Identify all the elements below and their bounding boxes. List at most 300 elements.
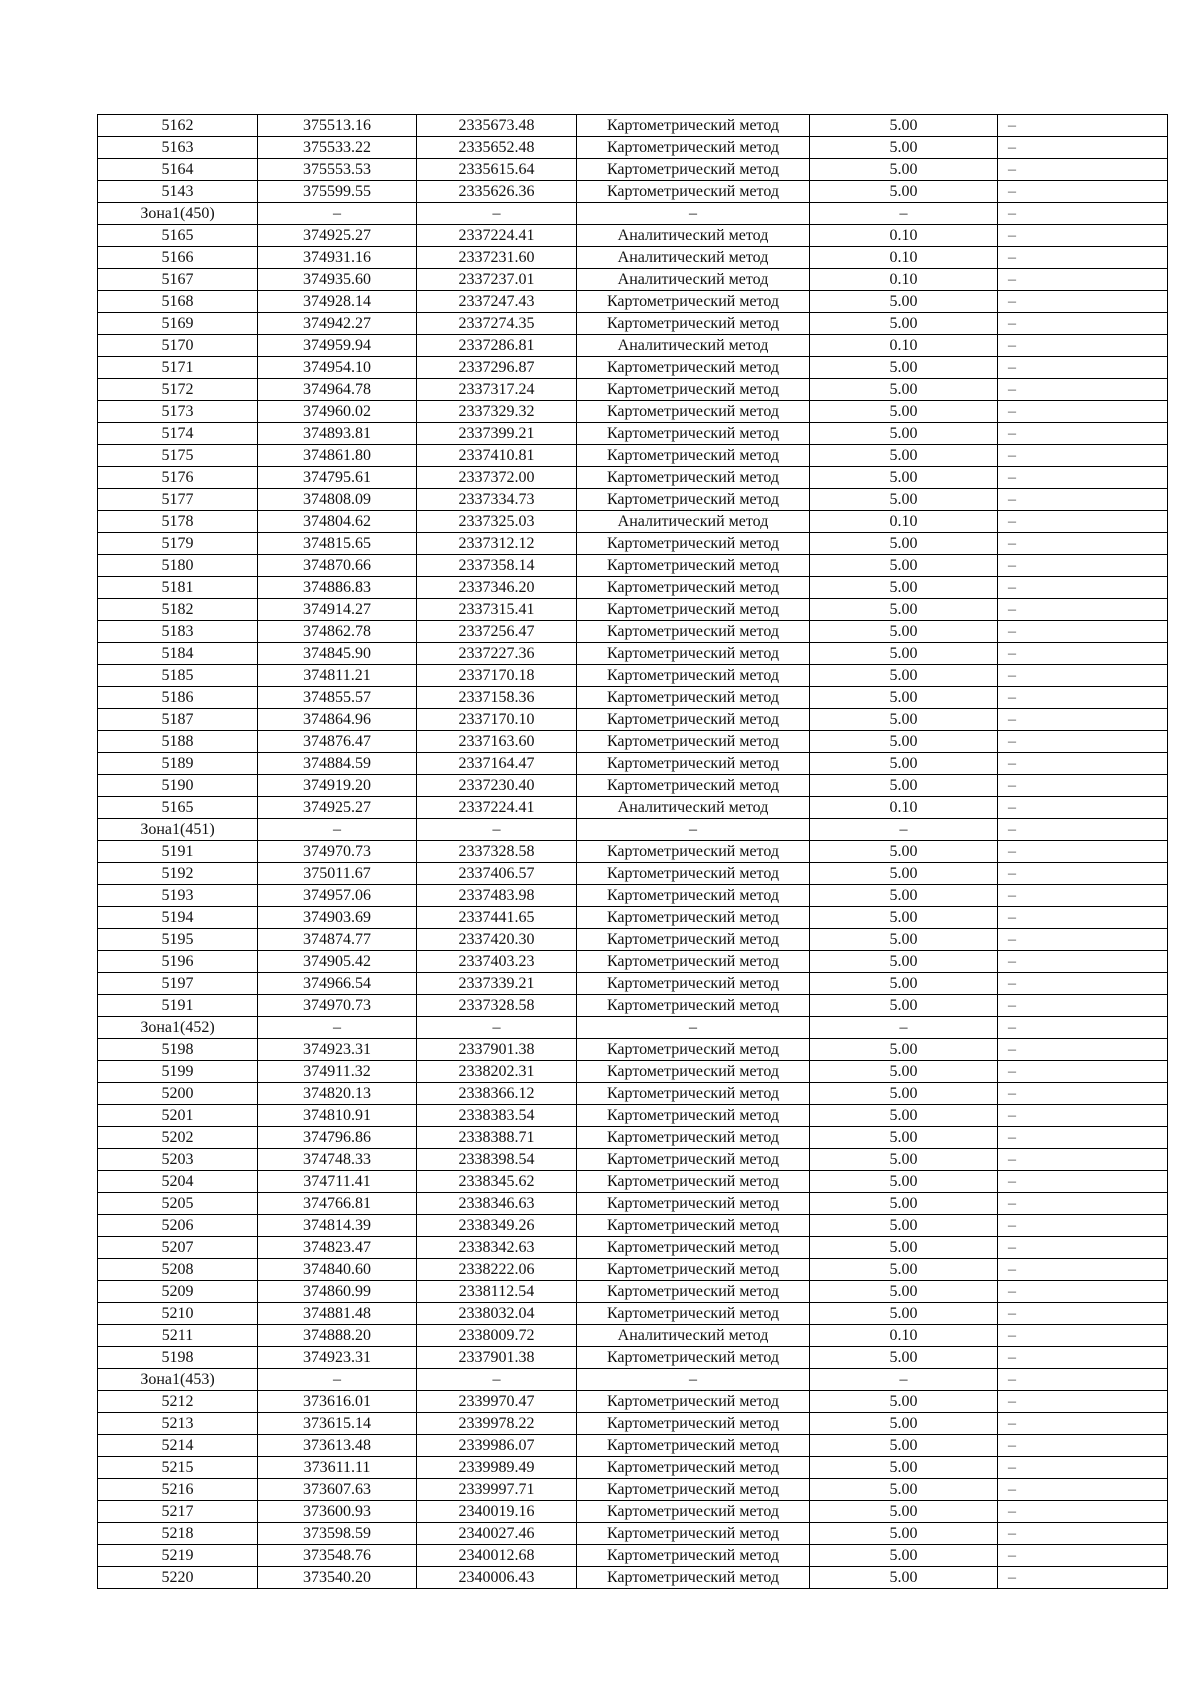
precision-cell: 5.00	[810, 1457, 998, 1479]
point-number-cell: 5218	[98, 1523, 258, 1545]
precision-cell: 0.10	[810, 335, 998, 357]
note-cell: –	[998, 731, 1168, 753]
point-number-cell: 5185	[98, 665, 258, 687]
precision-cell: 5.00	[810, 951, 998, 973]
method-cell: Картометрический метод	[577, 1501, 810, 1523]
y-coordinate-cell: –	[417, 1369, 577, 1391]
note-cell: –	[998, 533, 1168, 555]
table-row	[98, 1435, 1168, 1457]
y-coordinate-cell: 2338032.04	[417, 1303, 577, 1325]
y-coordinate-cell: 2335673.48	[417, 115, 577, 137]
note-cell: –	[998, 907, 1168, 929]
method-cell: Картометрический метод	[577, 489, 810, 511]
y-coordinate-cell: 2337164.47	[417, 753, 577, 775]
point-number-cell: 5143	[98, 181, 258, 203]
table-row	[98, 1567, 1168, 1589]
table-row	[98, 181, 1168, 203]
x-coordinate-cell: 374814.39	[258, 1215, 417, 1237]
point-number-cell: 5173	[98, 401, 258, 423]
note-cell: –	[998, 1237, 1168, 1259]
y-coordinate-cell: 2337901.38	[417, 1039, 577, 1061]
table-row	[98, 929, 1168, 951]
point-number-cell: 5183	[98, 621, 258, 643]
precision-cell: 5.00	[810, 1083, 998, 1105]
point-number-cell: 5201	[98, 1105, 258, 1127]
precision-cell: 0.10	[810, 797, 998, 819]
x-coordinate-cell: 374911.32	[258, 1061, 417, 1083]
table-row	[98, 1347, 1168, 1369]
y-coordinate-cell: 2337256.47	[417, 621, 577, 643]
table-row	[98, 313, 1168, 335]
note-cell: –	[998, 335, 1168, 357]
point-number-cell: 5168	[98, 291, 258, 313]
point-number-cell: 5202	[98, 1127, 258, 1149]
point-number-cell: 5191	[98, 995, 258, 1017]
note-cell: –	[998, 511, 1168, 533]
precision-cell: 5.00	[810, 709, 998, 731]
table-row	[98, 335, 1168, 357]
table-row	[98, 1083, 1168, 1105]
table-row	[98, 1479, 1168, 1501]
point-number-cell: 5197	[98, 973, 258, 995]
method-cell: Картометрический метод	[577, 775, 810, 797]
y-coordinate-cell: 2339997.71	[417, 1479, 577, 1501]
note-cell: –	[998, 1083, 1168, 1105]
precision-cell: 5.00	[810, 1347, 998, 1369]
table-row	[98, 1149, 1168, 1171]
point-number-cell: 5194	[98, 907, 258, 929]
x-coordinate-cell: 374823.47	[258, 1237, 417, 1259]
x-coordinate-cell: 374855.57	[258, 687, 417, 709]
precision-cell: 5.00	[810, 929, 998, 951]
table-row	[98, 533, 1168, 555]
x-coordinate-cell: 374914.27	[258, 599, 417, 621]
precision-cell: –	[810, 1017, 998, 1039]
table-row	[98, 1391, 1168, 1413]
table-body	[98, 115, 1168, 1589]
note-cell: –	[998, 753, 1168, 775]
method-cell: Картометрический метод	[577, 1457, 810, 1479]
precision-cell: 5.00	[810, 1567, 998, 1589]
method-cell: Картометрический метод	[577, 1171, 810, 1193]
zone-label-cell: Зона1(453)	[98, 1369, 258, 1391]
x-coordinate-cell: 374811.21	[258, 665, 417, 687]
method-cell: Картометрический метод	[577, 841, 810, 863]
method-cell: –	[577, 1369, 810, 1391]
y-coordinate-cell: 2337170.10	[417, 709, 577, 731]
x-coordinate-cell: 373616.01	[258, 1391, 417, 1413]
precision-cell: 0.10	[810, 1325, 998, 1347]
method-cell: Картометрический метод	[577, 1391, 810, 1413]
note-cell: –	[998, 1567, 1168, 1589]
table-row	[98, 731, 1168, 753]
y-coordinate-cell: –	[417, 203, 577, 225]
point-number-cell: 5214	[98, 1435, 258, 1457]
method-cell: Картометрический метод	[577, 1105, 810, 1127]
point-number-cell: 5216	[98, 1479, 258, 1501]
point-number-cell: 5182	[98, 599, 258, 621]
precision-cell: 5.00	[810, 489, 998, 511]
note-cell: –	[998, 137, 1168, 159]
x-coordinate-cell: 374796.86	[258, 1127, 417, 1149]
x-coordinate-cell: 374957.06	[258, 885, 417, 907]
method-cell: Картометрический метод	[577, 599, 810, 621]
method-cell: Картометрический метод	[577, 533, 810, 555]
precision-cell: –	[810, 819, 998, 841]
point-number-cell: 5165	[98, 225, 258, 247]
y-coordinate-cell: 2337230.40	[417, 775, 577, 797]
y-coordinate-cell: 2340019.16	[417, 1501, 577, 1523]
x-coordinate-cell: 374861.80	[258, 445, 417, 467]
x-coordinate-cell: 374964.78	[258, 379, 417, 401]
table-row	[98, 401, 1168, 423]
table-row	[98, 1039, 1168, 1061]
precision-cell: 5.00	[810, 291, 998, 313]
x-coordinate-cell: 374881.48	[258, 1303, 417, 1325]
x-coordinate-cell: 374925.27	[258, 225, 417, 247]
y-coordinate-cell: 2338388.71	[417, 1127, 577, 1149]
table-row	[98, 467, 1168, 489]
table-row	[98, 973, 1168, 995]
point-number-cell: 5190	[98, 775, 258, 797]
note-cell: –	[998, 577, 1168, 599]
note-cell: –	[998, 1369, 1168, 1391]
table-row	[98, 1523, 1168, 1545]
note-cell: –	[998, 1127, 1168, 1149]
point-number-cell: 5198	[98, 1347, 258, 1369]
precision-cell: 5.00	[810, 1523, 998, 1545]
precision-cell: 5.00	[810, 1413, 998, 1435]
point-number-cell: 5178	[98, 511, 258, 533]
method-cell: Аналитический метод	[577, 247, 810, 269]
method-cell: Картометрический метод	[577, 1083, 810, 1105]
x-coordinate-cell: 375533.22	[258, 137, 417, 159]
note-cell: –	[998, 929, 1168, 951]
precision-cell: 0.10	[810, 269, 998, 291]
method-cell: Картометрический метод	[577, 1237, 810, 1259]
method-cell: Картометрический метод	[577, 951, 810, 973]
table-row	[98, 841, 1168, 863]
x-coordinate-cell: –	[258, 203, 417, 225]
note-cell: –	[998, 1259, 1168, 1281]
table-row	[98, 555, 1168, 577]
note-cell: –	[998, 643, 1168, 665]
y-coordinate-cell: 2337372.00	[417, 467, 577, 489]
x-coordinate-cell: 374935.60	[258, 269, 417, 291]
x-coordinate-cell: 374966.54	[258, 973, 417, 995]
method-cell: Картометрический метод	[577, 313, 810, 335]
y-coordinate-cell: 2338222.06	[417, 1259, 577, 1281]
zone-label-cell: Зона1(451)	[98, 819, 258, 841]
note-cell: –	[998, 687, 1168, 709]
note-cell: –	[998, 181, 1168, 203]
y-coordinate-cell: –	[417, 1017, 577, 1039]
y-coordinate-cell: 2340012.68	[417, 1545, 577, 1567]
note-cell: –	[998, 445, 1168, 467]
point-number-cell: 5210	[98, 1303, 258, 1325]
method-cell: Картометрический метод	[577, 1215, 810, 1237]
method-cell: Аналитический метод	[577, 797, 810, 819]
precision-cell: 5.00	[810, 379, 998, 401]
x-coordinate-cell: 374862.78	[258, 621, 417, 643]
note-cell: –	[998, 1171, 1168, 1193]
precision-cell: 5.00	[810, 313, 998, 335]
point-number-cell: 5181	[98, 577, 258, 599]
note-cell: –	[998, 973, 1168, 995]
y-coordinate-cell: 2337328.58	[417, 841, 577, 863]
note-cell: –	[998, 819, 1168, 841]
y-coordinate-cell: 2337227.36	[417, 643, 577, 665]
method-cell: Картометрический метод	[577, 1039, 810, 1061]
method-cell: Картометрический метод	[577, 357, 810, 379]
note-cell: –	[998, 247, 1168, 269]
note-cell: –	[998, 1039, 1168, 1061]
x-coordinate-cell: 374840.60	[258, 1259, 417, 1281]
precision-cell: 5.00	[810, 1149, 998, 1171]
point-number-cell: 5170	[98, 335, 258, 357]
point-number-cell: 5176	[98, 467, 258, 489]
point-number-cell: 5203	[98, 1149, 258, 1171]
method-cell: Аналитический метод	[577, 269, 810, 291]
table-row	[98, 1171, 1168, 1193]
point-number-cell: 5186	[98, 687, 258, 709]
precision-cell: 5.00	[810, 137, 998, 159]
y-coordinate-cell: 2338345.62	[417, 1171, 577, 1193]
precision-cell: –	[810, 1369, 998, 1391]
x-coordinate-cell: 374874.77	[258, 929, 417, 951]
method-cell: Картометрический метод	[577, 379, 810, 401]
x-coordinate-cell: 373598.59	[258, 1523, 417, 1545]
table-row	[98, 445, 1168, 467]
method-cell: Картометрический метод	[577, 1127, 810, 1149]
note-cell: –	[998, 1149, 1168, 1171]
method-cell: Картометрический метод	[577, 929, 810, 951]
table-row	[98, 137, 1168, 159]
y-coordinate-cell: 2337346.20	[417, 577, 577, 599]
precision-cell: 0.10	[810, 247, 998, 269]
point-number-cell: 5192	[98, 863, 258, 885]
method-cell: Картометрический метод	[577, 1413, 810, 1435]
point-number-cell: 5211	[98, 1325, 258, 1347]
y-coordinate-cell: 2340027.46	[417, 1523, 577, 1545]
note-cell: –	[998, 863, 1168, 885]
precision-cell: 5.00	[810, 995, 998, 1017]
zone-header-row	[98, 819, 1168, 841]
precision-cell: 5.00	[810, 973, 998, 995]
method-cell: Картометрический метод	[577, 709, 810, 731]
y-coordinate-cell: –	[417, 819, 577, 841]
y-coordinate-cell: 2337358.14	[417, 555, 577, 577]
note-cell: –	[998, 115, 1168, 137]
method-cell: Картометрический метод	[577, 907, 810, 929]
x-coordinate-cell: 374905.42	[258, 951, 417, 973]
table-row	[98, 1193, 1168, 1215]
y-coordinate-cell: 2337399.21	[417, 423, 577, 445]
note-cell: –	[998, 1325, 1168, 1347]
note-cell: –	[998, 665, 1168, 687]
point-number-cell: 5220	[98, 1567, 258, 1589]
point-number-cell: 5187	[98, 709, 258, 731]
table-row	[98, 885, 1168, 907]
x-coordinate-cell: 373607.63	[258, 1479, 417, 1501]
note-cell: –	[998, 885, 1168, 907]
x-coordinate-cell: 374860.99	[258, 1281, 417, 1303]
note-cell: –	[998, 951, 1168, 973]
y-coordinate-cell: 2338366.12	[417, 1083, 577, 1105]
x-coordinate-cell: 374845.90	[258, 643, 417, 665]
coordinates-table	[97, 114, 1168, 1589]
method-cell: Аналитический метод	[577, 225, 810, 247]
table-row	[98, 621, 1168, 643]
table-row	[98, 577, 1168, 599]
y-coordinate-cell: 2337163.60	[417, 731, 577, 753]
y-coordinate-cell: 2337334.73	[417, 489, 577, 511]
point-number-cell: 5207	[98, 1237, 258, 1259]
point-number-cell: 5193	[98, 885, 258, 907]
method-cell: Картометрический метод	[577, 137, 810, 159]
table-row	[98, 1237, 1168, 1259]
precision-cell: 5.00	[810, 1391, 998, 1413]
table-row	[98, 159, 1168, 181]
x-coordinate-cell: 374884.59	[258, 753, 417, 775]
note-cell: –	[998, 313, 1168, 335]
precision-cell: 5.00	[810, 1479, 998, 1501]
y-coordinate-cell: 2339989.49	[417, 1457, 577, 1479]
method-cell: Аналитический метод	[577, 511, 810, 533]
precision-cell: 5.00	[810, 467, 998, 489]
zone-header-row	[98, 1369, 1168, 1391]
note-cell: –	[998, 797, 1168, 819]
x-coordinate-cell: 374886.83	[258, 577, 417, 599]
table-row	[98, 643, 1168, 665]
point-number-cell: 5171	[98, 357, 258, 379]
precision-cell: 5.00	[810, 445, 998, 467]
table-row	[98, 379, 1168, 401]
method-cell: Картометрический метод	[577, 159, 810, 181]
note-cell: –	[998, 489, 1168, 511]
table-row	[98, 709, 1168, 731]
note-cell: –	[998, 995, 1168, 1017]
x-coordinate-cell: 375513.16	[258, 115, 417, 137]
point-number-cell: 5165	[98, 797, 258, 819]
note-cell: –	[998, 599, 1168, 621]
x-coordinate-cell: 374970.73	[258, 841, 417, 863]
x-coordinate-cell: 373548.76	[258, 1545, 417, 1567]
point-number-cell: 5208	[98, 1259, 258, 1281]
x-coordinate-cell: 373615.14	[258, 1413, 417, 1435]
y-coordinate-cell: 2337286.81	[417, 335, 577, 357]
y-coordinate-cell: 2338009.72	[417, 1325, 577, 1347]
y-coordinate-cell: 2338346.63	[417, 1193, 577, 1215]
table-row	[98, 1259, 1168, 1281]
note-cell: –	[998, 775, 1168, 797]
method-cell: Картометрический метод	[577, 995, 810, 1017]
table-row	[98, 423, 1168, 445]
precision-cell: 5.00	[810, 885, 998, 907]
y-coordinate-cell: 2337406.57	[417, 863, 577, 885]
point-number-cell: 5172	[98, 379, 258, 401]
precision-cell: 5.00	[810, 1215, 998, 1237]
point-number-cell: 5195	[98, 929, 258, 951]
method-cell: Картометрический метод	[577, 863, 810, 885]
table-row	[98, 489, 1168, 511]
method-cell: Картометрический метод	[577, 1347, 810, 1369]
precision-cell: 5.00	[810, 863, 998, 885]
method-cell: Картометрический метод	[577, 885, 810, 907]
y-coordinate-cell: 2337901.38	[417, 1347, 577, 1369]
table-row	[98, 1325, 1168, 1347]
note-cell: –	[998, 1061, 1168, 1083]
table-row	[98, 687, 1168, 709]
note-cell: –	[998, 1281, 1168, 1303]
y-coordinate-cell: 2339970.47	[417, 1391, 577, 1413]
method-cell: Картометрический метод	[577, 621, 810, 643]
precision-cell: 5.00	[810, 357, 998, 379]
y-coordinate-cell: 2337441.65	[417, 907, 577, 929]
method-cell: Картометрический метод	[577, 1303, 810, 1325]
y-coordinate-cell: 2338202.31	[417, 1061, 577, 1083]
table-row	[98, 511, 1168, 533]
method-cell: Картометрический метод	[577, 1523, 810, 1545]
x-coordinate-cell: 374903.69	[258, 907, 417, 929]
table-row	[98, 291, 1168, 313]
y-coordinate-cell: 2338112.54	[417, 1281, 577, 1303]
method-cell: –	[577, 819, 810, 841]
note-cell: –	[998, 379, 1168, 401]
precision-cell: 5.00	[810, 533, 998, 555]
precision-cell: 5.00	[810, 1545, 998, 1567]
y-coordinate-cell: 2335615.64	[417, 159, 577, 181]
precision-cell: 5.00	[810, 577, 998, 599]
note-cell: –	[998, 159, 1168, 181]
method-cell: Картометрический метод	[577, 1281, 810, 1303]
x-coordinate-cell: 374766.81	[258, 1193, 417, 1215]
x-coordinate-cell: –	[258, 1369, 417, 1391]
x-coordinate-cell: 374820.13	[258, 1083, 417, 1105]
table-row	[98, 1303, 1168, 1325]
note-cell: –	[998, 1017, 1168, 1039]
x-coordinate-cell: 374959.94	[258, 335, 417, 357]
y-coordinate-cell: 2338349.26	[417, 1215, 577, 1237]
note-cell: –	[998, 291, 1168, 313]
method-cell: Картометрический метод	[577, 1259, 810, 1281]
y-coordinate-cell: 2337158.36	[417, 687, 577, 709]
precision-cell: 5.00	[810, 1259, 998, 1281]
note-cell: –	[998, 1105, 1168, 1127]
y-coordinate-cell: 2337403.23	[417, 951, 577, 973]
x-coordinate-cell: 374815.65	[258, 533, 417, 555]
y-coordinate-cell: 2337170.18	[417, 665, 577, 687]
y-coordinate-cell: 2335652.48	[417, 137, 577, 159]
point-number-cell: 5179	[98, 533, 258, 555]
method-cell: –	[577, 203, 810, 225]
x-coordinate-cell: 374923.31	[258, 1039, 417, 1061]
precision-cell: 5.00	[810, 115, 998, 137]
precision-cell: 0.10	[810, 225, 998, 247]
precision-cell: 5.00	[810, 1435, 998, 1457]
table-row	[98, 225, 1168, 247]
x-coordinate-cell: 375599.55	[258, 181, 417, 203]
point-number-cell: 5163	[98, 137, 258, 159]
table-row	[98, 797, 1168, 819]
y-coordinate-cell: 2339986.07	[417, 1435, 577, 1457]
precision-cell: 5.00	[810, 1105, 998, 1127]
point-number-cell: 5169	[98, 313, 258, 335]
x-coordinate-cell: 373540.20	[258, 1567, 417, 1589]
method-cell: Картометрический метод	[577, 555, 810, 577]
precision-cell: 5.00	[810, 643, 998, 665]
table-row	[98, 775, 1168, 797]
